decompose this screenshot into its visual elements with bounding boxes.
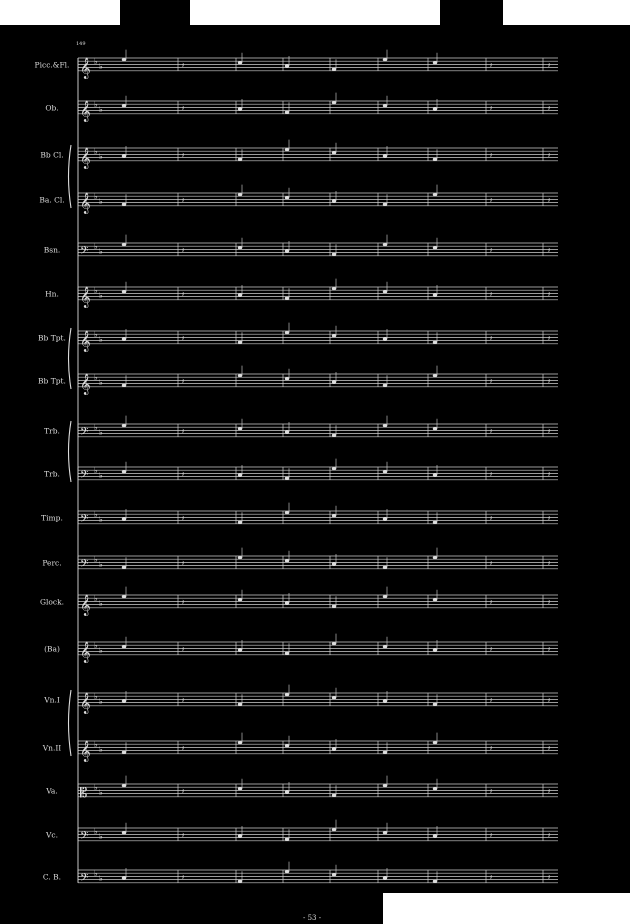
clef-icon: 𝄞	[80, 740, 91, 762]
flat-icon: ♭	[94, 330, 98, 340]
rest-icon: 𝄽	[490, 787, 493, 796]
staff	[38, 366, 558, 395]
clef-icon: 𝄞	[80, 100, 91, 122]
notehead	[122, 566, 126, 569]
flat-icon: ♭	[99, 197, 103, 206]
notehead	[238, 521, 242, 524]
rest-icon: 𝄽	[490, 334, 493, 343]
notehead	[332, 828, 336, 831]
staff-label: Trb.	[44, 426, 60, 436]
rest-icon: 𝄽	[182, 744, 185, 753]
notehead	[383, 831, 387, 834]
flat-icon: ♭	[99, 832, 103, 841]
rest-icon: 𝄽	[182, 104, 185, 113]
flat-icon: ♭	[99, 291, 103, 300]
notehead	[122, 831, 126, 834]
notehead	[285, 249, 289, 252]
rest-icon: 𝄽	[182, 377, 185, 386]
clef-icon: 𝄢	[80, 425, 89, 441]
notehead	[433, 193, 437, 196]
staff-label: Ba. Cl.	[39, 195, 65, 205]
notehead	[238, 880, 242, 883]
notehead	[122, 384, 126, 387]
notehead	[383, 470, 387, 473]
rest-icon: 𝄽	[548, 873, 551, 882]
clef-icon: 𝄢	[80, 871, 89, 887]
notehead	[332, 562, 336, 565]
notehead	[285, 430, 289, 433]
rest-icon: 𝄽	[548, 598, 551, 607]
flat-icon: ♭	[94, 783, 98, 793]
flat-icon: ♭	[94, 869, 98, 879]
notehead	[383, 337, 387, 340]
brace-icon	[69, 690, 72, 756]
notehead	[285, 790, 289, 793]
notehead	[285, 601, 289, 604]
staff-label: Bsn.	[43, 245, 61, 255]
rest-icon: 𝄽	[182, 196, 185, 205]
staff-label: Glock.	[39, 597, 65, 607]
notehead	[332, 794, 336, 797]
staff-label: C. B.	[42, 872, 62, 882]
notehead	[332, 380, 336, 383]
notehead	[332, 514, 336, 517]
notehead	[433, 158, 437, 161]
notehead	[383, 104, 387, 107]
clef-icon: 𝄢	[80, 512, 89, 528]
rest-icon: 𝄽	[548, 831, 551, 840]
notehead	[122, 470, 126, 473]
rest-icon: 𝄽	[548, 61, 551, 70]
flat-icon: ♭	[99, 788, 103, 797]
notehead	[383, 154, 387, 157]
notehead	[285, 477, 289, 480]
rest-icon: 𝄽	[490, 514, 493, 523]
flat-icon: ♭	[99, 515, 103, 524]
notehead	[383, 424, 387, 427]
flat-icon: ♭	[94, 192, 98, 202]
rest-icon: 𝄽	[182, 334, 185, 343]
rest-icon: 𝄽	[548, 377, 551, 386]
notehead	[383, 384, 387, 387]
clef-icon: 𝄞	[80, 57, 91, 79]
notehead	[238, 598, 242, 601]
flat-icon: ♭	[94, 692, 98, 702]
brace-icon	[69, 421, 72, 482]
staff-label: Vn.II	[42, 743, 62, 753]
notehead	[122, 243, 126, 246]
rest-icon: 𝄽	[548, 744, 551, 753]
flat-icon: ♭	[99, 247, 103, 256]
flat-icon: ♭	[94, 286, 98, 296]
rest-icon: 𝄽	[490, 196, 493, 205]
notehead	[238, 787, 242, 790]
notehead	[238, 193, 242, 196]
notehead	[383, 595, 387, 598]
notehead	[332, 605, 336, 608]
notehead	[122, 784, 126, 787]
notehead	[433, 834, 437, 837]
notehead	[285, 744, 289, 747]
staff-label: Va.	[46, 786, 58, 796]
notehead	[332, 467, 336, 470]
rest-icon: 𝄽	[490, 696, 493, 705]
rest-icon: 𝄽	[548, 559, 551, 568]
notehead	[433, 473, 437, 476]
notehead	[238, 741, 242, 744]
flat-icon: ♭	[94, 510, 98, 520]
flat-icon: ♭	[99, 745, 103, 754]
notehead	[122, 645, 126, 648]
rest-icon: 𝄽	[182, 559, 185, 568]
staff	[44, 416, 558, 441]
staff-label: (Ba)	[44, 644, 60, 654]
notehead	[433, 61, 437, 64]
notehead	[238, 158, 242, 161]
notehead	[285, 377, 289, 380]
notehead	[433, 787, 437, 790]
notehead	[122, 517, 126, 520]
notehead	[238, 107, 242, 110]
flat-icon: ♭	[99, 105, 103, 114]
notehead	[285, 64, 289, 67]
staff-label: Bb Tpt.	[38, 333, 66, 343]
notehead	[332, 334, 336, 337]
rest-icon: 𝄽	[182, 61, 185, 70]
notehead	[122, 337, 126, 340]
notehead	[332, 696, 336, 699]
rest-icon: 𝄽	[490, 559, 493, 568]
staff	[42, 548, 558, 573]
rest-icon: 𝄽	[182, 470, 185, 479]
flat-icon: ♭	[94, 147, 98, 157]
clef-icon: 𝄞	[80, 147, 91, 169]
notehead	[433, 341, 437, 344]
clef-icon: 𝄞	[80, 330, 91, 352]
notehead	[332, 68, 336, 71]
rest-icon: 𝄽	[548, 290, 551, 299]
rest-icon: 𝄽	[548, 645, 551, 654]
notehead	[285, 870, 289, 873]
staff	[45, 776, 558, 801]
rest-icon: 𝄽	[182, 427, 185, 436]
rest-icon: 𝄽	[490, 873, 493, 882]
notehead	[238, 648, 242, 651]
clef-icon: 𝄞	[80, 286, 91, 308]
flat-icon: ♭	[99, 378, 103, 387]
flat-icon: ♭	[94, 373, 98, 383]
notehead	[285, 838, 289, 841]
rest-icon: 𝄽	[548, 470, 551, 479]
notehead	[383, 751, 387, 754]
staff-label: Vn.I	[44, 695, 60, 705]
rest-icon: 𝄽	[182, 514, 185, 523]
rest-icon: 𝄽	[548, 196, 551, 205]
flat-icon: ♭	[94, 827, 98, 837]
notehead	[383, 784, 387, 787]
staff	[41, 503, 558, 528]
clef-icon: 𝄢	[80, 468, 89, 484]
notehead	[383, 203, 387, 206]
notehead	[383, 243, 387, 246]
staff	[43, 862, 558, 887]
rest-icon: 𝄽	[548, 246, 551, 255]
staff-system	[35, 50, 558, 887]
notehead	[332, 151, 336, 154]
staff	[40, 140, 558, 169]
notehead	[122, 876, 126, 879]
notehead	[285, 511, 289, 514]
flat-icon: ♭	[99, 335, 103, 344]
flat-icon: ♭	[94, 100, 98, 110]
rest-icon: 𝄽	[548, 104, 551, 113]
rest-icon: 𝄽	[182, 645, 185, 654]
staff	[38, 323, 558, 352]
rest-icon: 𝄽	[182, 873, 185, 882]
notehead	[285, 331, 289, 334]
flat-icon: ♭	[99, 646, 103, 655]
notehead	[332, 253, 336, 256]
rest-icon: 𝄽	[490, 470, 493, 479]
rest-icon: 𝄽	[182, 831, 185, 840]
flat-icon: ♭	[99, 599, 103, 608]
clef-icon: 𝄢	[80, 244, 89, 260]
staff	[44, 235, 558, 260]
notehead	[285, 693, 289, 696]
clef-icon: 𝄞	[80, 192, 91, 214]
notehead	[383, 290, 387, 293]
staff-label: Trb.	[44, 469, 60, 479]
notehead	[122, 203, 126, 206]
flat-icon: ♭	[99, 560, 103, 569]
notehead	[332, 642, 336, 645]
notehead	[433, 246, 437, 249]
notehead	[332, 434, 336, 437]
notehead	[383, 645, 387, 648]
rest-icon: 𝄽	[490, 61, 493, 70]
rest-icon: 𝄽	[548, 334, 551, 343]
notehead	[332, 873, 336, 876]
staff	[45, 820, 558, 845]
rest-icon: 𝄽	[490, 744, 493, 753]
bottom-white-block	[383, 893, 630, 924]
notehead	[122, 751, 126, 754]
staff-label: Bb Cl.	[40, 150, 64, 160]
rest-icon: 𝄽	[548, 427, 551, 436]
rest-icon: 𝄽	[490, 290, 493, 299]
notehead	[122, 290, 126, 293]
notehead	[433, 427, 437, 430]
rest-icon: 𝄽	[182, 787, 185, 796]
notehead	[433, 293, 437, 296]
notehead	[433, 741, 437, 744]
rest-icon: 𝄽	[182, 598, 185, 607]
rest-icon: 𝄽	[548, 787, 551, 796]
rest-icon: 𝄽	[490, 104, 493, 113]
staff	[45, 279, 558, 308]
notehead	[238, 246, 242, 249]
clef-icon: 𝄢	[80, 829, 89, 845]
notehead	[332, 101, 336, 104]
rest-icon: 𝄽	[490, 246, 493, 255]
rest-icon: 𝄽	[548, 514, 551, 523]
flat-icon: ♭	[94, 57, 98, 67]
rest-icon: 𝄽	[548, 151, 551, 160]
notehead	[285, 652, 289, 655]
clef-icon: 𝄞	[80, 641, 91, 663]
staff	[40, 587, 558, 616]
clef-icon: 𝄡	[80, 785, 88, 801]
flat-icon: ♭	[99, 428, 103, 437]
brace-icon	[69, 145, 72, 208]
notehead	[122, 699, 126, 702]
rest-icon: 𝄽	[182, 246, 185, 255]
notehead	[122, 595, 126, 598]
notehead	[332, 287, 336, 290]
flat-icon: ♭	[94, 641, 98, 651]
measure-number: 149	[76, 41, 86, 47]
staff-label: Ob.	[45, 103, 59, 113]
notehead	[238, 427, 242, 430]
clef-icon: 𝄞	[80, 594, 91, 616]
notehead	[238, 473, 242, 476]
notehead	[122, 154, 126, 157]
notehead	[122, 104, 126, 107]
notehead	[383, 699, 387, 702]
notehead	[433, 648, 437, 651]
flat-icon: ♭	[99, 874, 103, 883]
notehead	[285, 111, 289, 114]
staff	[44, 634, 558, 663]
flat-icon: ♭	[99, 697, 103, 706]
rest-icon: 𝄽	[182, 696, 185, 705]
notehead	[332, 747, 336, 750]
flat-icon: ♭	[94, 740, 98, 750]
staff-label: Vc.	[45, 830, 59, 840]
notehead	[433, 598, 437, 601]
notehead	[122, 58, 126, 61]
notehead	[238, 374, 242, 377]
notehead	[433, 556, 437, 559]
notehead	[433, 374, 437, 377]
notehead	[383, 517, 387, 520]
rest-icon: 𝄽	[490, 831, 493, 840]
rest-icon: 𝄽	[490, 645, 493, 654]
flat-icon: ♭	[94, 242, 98, 252]
notehead	[383, 58, 387, 61]
rest-icon: 𝄽	[490, 377, 493, 386]
flat-icon: ♭	[94, 555, 98, 565]
staff	[39, 185, 558, 214]
notehead	[433, 107, 437, 110]
flat-icon: ♭	[94, 423, 98, 433]
notehead	[285, 148, 289, 151]
notehead	[433, 521, 437, 524]
notehead	[285, 196, 289, 199]
notehead	[433, 880, 437, 883]
staff-label: Bb Tpt.	[38, 376, 66, 386]
flat-icon: ♭	[94, 466, 98, 476]
notehead	[238, 834, 242, 837]
notehead	[238, 61, 242, 64]
flat-icon: ♭	[99, 62, 103, 71]
notehead	[285, 559, 289, 562]
rest-icon: 𝄽	[548, 696, 551, 705]
notehead	[238, 556, 242, 559]
staff	[45, 93, 558, 122]
staff-label: Perc.	[42, 558, 62, 568]
notehead	[122, 424, 126, 427]
notehead	[433, 703, 437, 706]
staff-label: Picc.&Fl.	[34, 60, 70, 70]
notehead	[383, 876, 387, 879]
notehead	[238, 341, 242, 344]
notehead	[332, 199, 336, 202]
clef-icon: 𝄞	[80, 692, 91, 714]
staff	[43, 685, 558, 714]
rest-icon: 𝄽	[490, 427, 493, 436]
rest-icon: 𝄽	[490, 598, 493, 607]
staff-label: Timp.	[41, 513, 63, 523]
clef-icon: 𝄢	[80, 557, 89, 573]
notehead	[238, 703, 242, 706]
notehead	[285, 297, 289, 300]
rest-icon: 𝄽	[182, 290, 185, 299]
notehead	[238, 293, 242, 296]
flat-icon: ♭	[99, 471, 103, 480]
page-number: - 53 -	[303, 914, 322, 922]
staff-label: Hn.	[45, 289, 59, 299]
notehead	[383, 566, 387, 569]
flat-icon: ♭	[94, 594, 98, 604]
staff	[42, 733, 558, 762]
clef-icon: 𝄞	[80, 373, 91, 395]
brace-icon	[69, 328, 72, 389]
staff	[44, 459, 558, 484]
rest-icon: 𝄽	[490, 151, 493, 160]
staff	[35, 50, 558, 79]
flat-icon: ♭	[99, 152, 103, 161]
rest-icon: 𝄽	[182, 151, 185, 160]
